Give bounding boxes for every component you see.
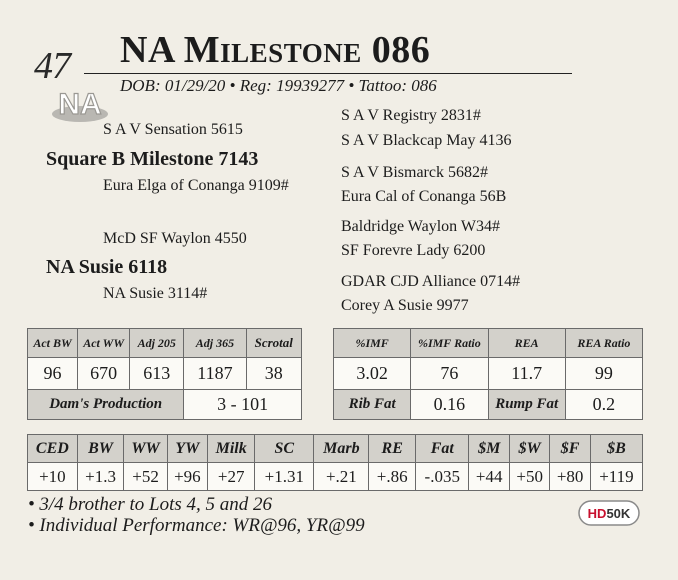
epd-value: +52 [124, 463, 167, 491]
epd-value: +119 [590, 463, 642, 491]
epd-header: $W [509, 435, 549, 463]
perf-value: 613 [130, 358, 184, 390]
dob-reg-tattoo-line: DOB: 01/29/20 • Reg: 19939277 • Tattoo: 086 [120, 76, 437, 95]
epd-value: +96 [167, 463, 207, 491]
epd-header: YW [167, 435, 207, 463]
epd-value: +50 [509, 463, 549, 491]
carcass-value: 99 [565, 358, 642, 390]
epd-value: +80 [550, 463, 590, 491]
sire-dam-sire: S A V Bismarck 5682# [341, 164, 488, 181]
epd-header: Milk [208, 435, 255, 463]
perf-header: Adj 365 [184, 329, 246, 358]
epd-header: Marb [314, 435, 369, 463]
note-item: • Individual Performance: WR@96, YR@99 [28, 515, 365, 536]
epd-value: +1.31 [255, 463, 314, 491]
badge-text: NA [58, 88, 102, 121]
perf-header: Adj 205 [130, 329, 184, 358]
epd-value: +10 [28, 463, 78, 491]
title-divider [84, 73, 572, 74]
sire-dam: Eura Elga of Conanga 9109# [103, 177, 289, 194]
hd50k-prefix: HD [587, 506, 607, 521]
epd-table [27, 434, 643, 491]
note-item: • 3/4 brother to Lots 4, 5 and 26 [28, 494, 272, 515]
epd-value: +.21 [314, 463, 369, 491]
epd-header: $M [469, 435, 509, 463]
sire-dam-dam: Eura Cal of Conanga 56B [341, 188, 507, 205]
perf-value: 38 [246, 358, 302, 390]
dam-sire-sire: Baldridge Waylon W34# [341, 218, 500, 235]
rib-fat-label: Rib Fat [334, 390, 411, 420]
perf-header: Act BW [28, 329, 78, 358]
dams-production-label: Dam's Production [28, 390, 184, 420]
sire-sire-dam: S A V Blackcap May 4136 [341, 132, 512, 149]
dam-dam: NA Susie 3114# [103, 285, 208, 302]
epd-value: +.86 [369, 463, 416, 491]
epd-value: +44 [469, 463, 509, 491]
rib-fat-value: 0.16 [411, 390, 488, 420]
carcass-value: 76 [411, 358, 488, 390]
perf-value: 96 [28, 358, 78, 390]
carcass-table [333, 328, 643, 420]
notes [28, 494, 365, 536]
na-badge-logo [48, 84, 112, 124]
performance-table [27, 328, 302, 420]
lot-number: 47 [34, 45, 70, 87]
svg-text:HD50K [588, 506, 631, 521]
perf-value: 670 [78, 358, 130, 390]
carcass-value: 11.7 [488, 358, 565, 390]
epd-header: $F [550, 435, 590, 463]
sire-sire: S A V Sensation 5615 [103, 121, 243, 138]
carcass-header: %IMF Ratio [411, 329, 488, 358]
carcass-header: REA Ratio [565, 329, 642, 358]
hd50k-suffix: 50K [606, 506, 631, 521]
epd-header: RE [369, 435, 416, 463]
epd-value: +27 [208, 463, 255, 491]
dam-sire: McD SF Waylon 4550 [103, 230, 247, 247]
dam-dam-sire: GDAR CJD Alliance 0714# [341, 273, 521, 290]
epd-header: BW [77, 435, 124, 463]
epd-header: WW [124, 435, 167, 463]
dam-sire-dam: SF Forevre Lady 6200 [341, 242, 486, 259]
epd-value: -.035 [416, 463, 469, 491]
sire: Square B Milestone 7143 [46, 148, 259, 170]
dam: NA Susie 6118 [46, 256, 168, 278]
rump-fat-value: 0.2 [565, 390, 642, 420]
epd-header: $B [590, 435, 642, 463]
sire-sire-sire: S A V Registry 2831# [341, 107, 481, 124]
epd-header: CED [28, 435, 78, 463]
perf-value: 1187 [184, 358, 246, 390]
hd50k-logo [578, 500, 640, 526]
epd-header: Fat [416, 435, 469, 463]
rump-fat-label: Rump Fat [488, 390, 565, 420]
animal-title: NA Milestone 086 [120, 29, 431, 71]
carcass-header: %IMF [334, 329, 411, 358]
epd-value: +1.3 [77, 463, 124, 491]
dams-production-value: 3 - 101 [184, 390, 302, 420]
epd-header: SC [255, 435, 314, 463]
carcass-value: 3.02 [334, 358, 411, 390]
carcass-header: REA [488, 329, 565, 358]
perf-header: Scrotal [246, 329, 302, 358]
perf-header: Act WW [78, 329, 130, 358]
dam-dam-dam: Corey A Susie 9977 [341, 297, 469, 314]
